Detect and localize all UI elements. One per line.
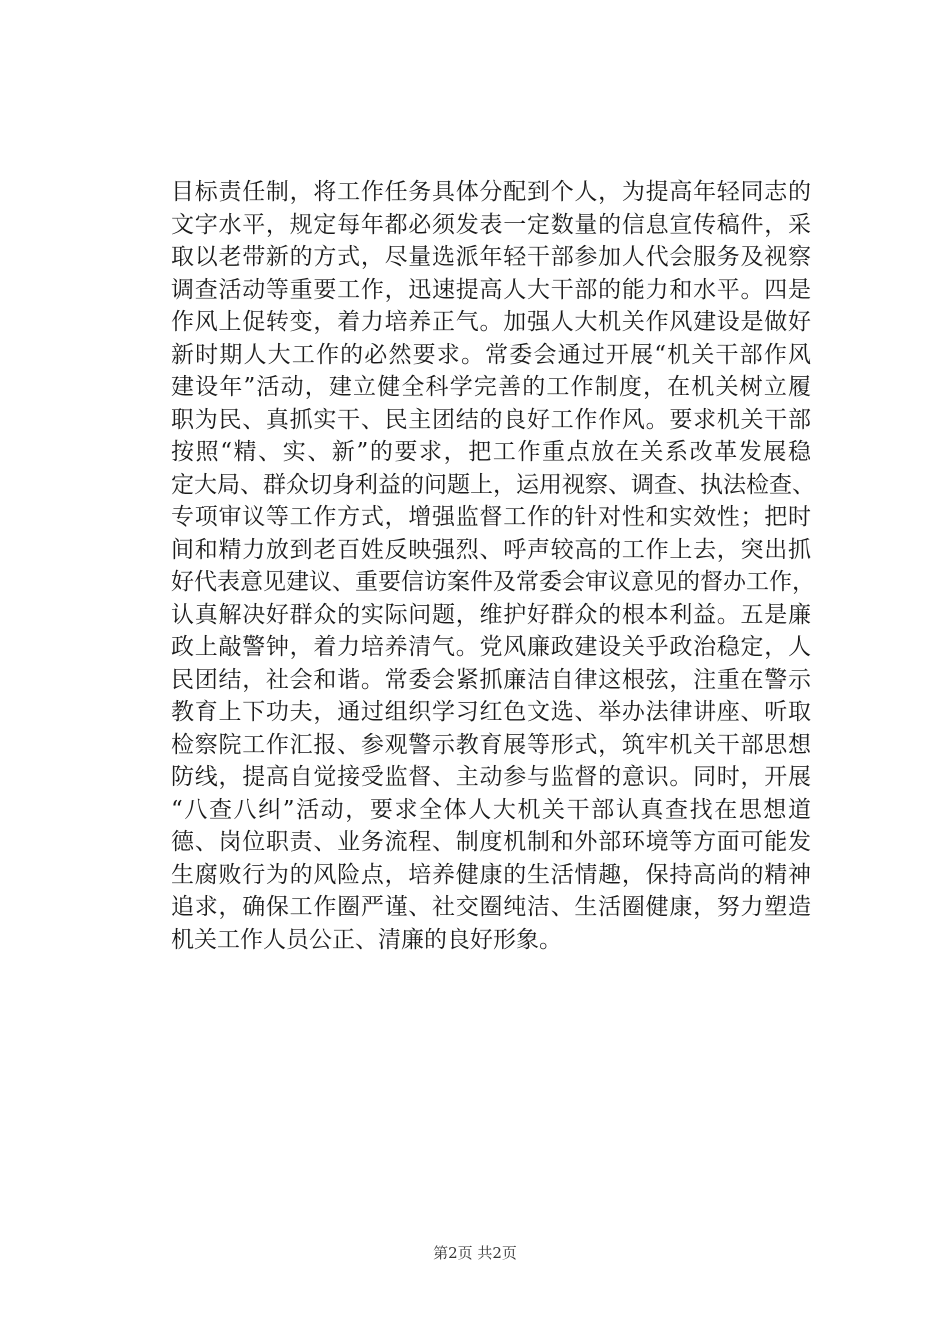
page-number-footer: 第2页 共2页 (433, 1244, 517, 1262)
text-line: “八查八纠”活动，要求全体人大机关干部认真查找在思想道 (171, 796, 811, 823)
text-line: 民团结，社会和谐。常委会紧抓廉洁自律这根弦，注重在警示 (171, 666, 811, 693)
text-line: 目标责任制，将工作任务具体分配到个人，为提高年轻同志的 (171, 179, 811, 205)
text-line: 间和精力放到老百姓反映强烈、呼声较高的工作上去，突出抓 (171, 536, 811, 563)
text-line: 建设年”活动，建立健全科学完善的工作制度，在机关树立履 (171, 374, 811, 400)
text-line: 教育上下功夫，通过组织学习红色文选、举办法律讲座、听取 (171, 699, 811, 725)
text-line: 定大局、群众切身利益的问题上，运用视察、调查、执法检查、 (171, 471, 815, 498)
text-line: 生腐败行为的风险点，培养健康的生活情趣，保持高尚的精神 (171, 861, 811, 888)
text-line: 政上敲警钟，着力培养清气。党风廉政建设关乎政治稳定，人 (171, 634, 811, 660)
text-line: 作风上促转变，着力培养正气。加强人大机关作风建设是做好 (171, 309, 811, 335)
text-line: 防线，提高自觉接受监督、主动参与监督的意识。同时，开展 (171, 764, 811, 790)
text-line: 专项审议等工作方式，增强监督工作的针对性和实效性；把时 (171, 504, 811, 530)
text-line: 按照“精、实、新”的要求，把工作重点放在关系改革发展稳 (171, 439, 811, 465)
text-line: 文字水平，规定每年都必须发表一定数量的信息宣传稿件，采 (171, 211, 811, 238)
text-line: 机关工作人员公正、清廉的良好形象。 (171, 926, 562, 953)
text-line: 认真解决好群众的实际问题，维护好群众的根本利益。五是廉 (171, 601, 811, 628)
text-line: 调查活动等重要工作，迅速提高人大干部的能力和水平。四是 (171, 276, 811, 303)
text-line: 追求，确保工作圈严谨、社交圈纯洁、生活圈健康，努力塑造 (171, 894, 811, 920)
body-paragraph (171, 176, 815, 956)
text-line: 新时期人大工作的必然要求。常委会通过开展“机关干部作风 (171, 341, 811, 368)
text-line: 检察院工作汇报、参观警示教育展等形式，筑牢机关干部思想 (171, 731, 811, 758)
text-line: 德、岗位职责、业务流程、制度机制和外部环境等方面可能发 (171, 829, 811, 855)
text-line: 职为民、真抓实干、民主团结的良好工作作风。要求机关干部 (171, 406, 811, 433)
text-line: 取以老带新的方式，尽量选派年轻干部参加人代会服务及视察 (171, 244, 811, 270)
text-line: 好代表意见建议、重要信访案件及常委会审议意见的督办工作， (171, 569, 815, 595)
